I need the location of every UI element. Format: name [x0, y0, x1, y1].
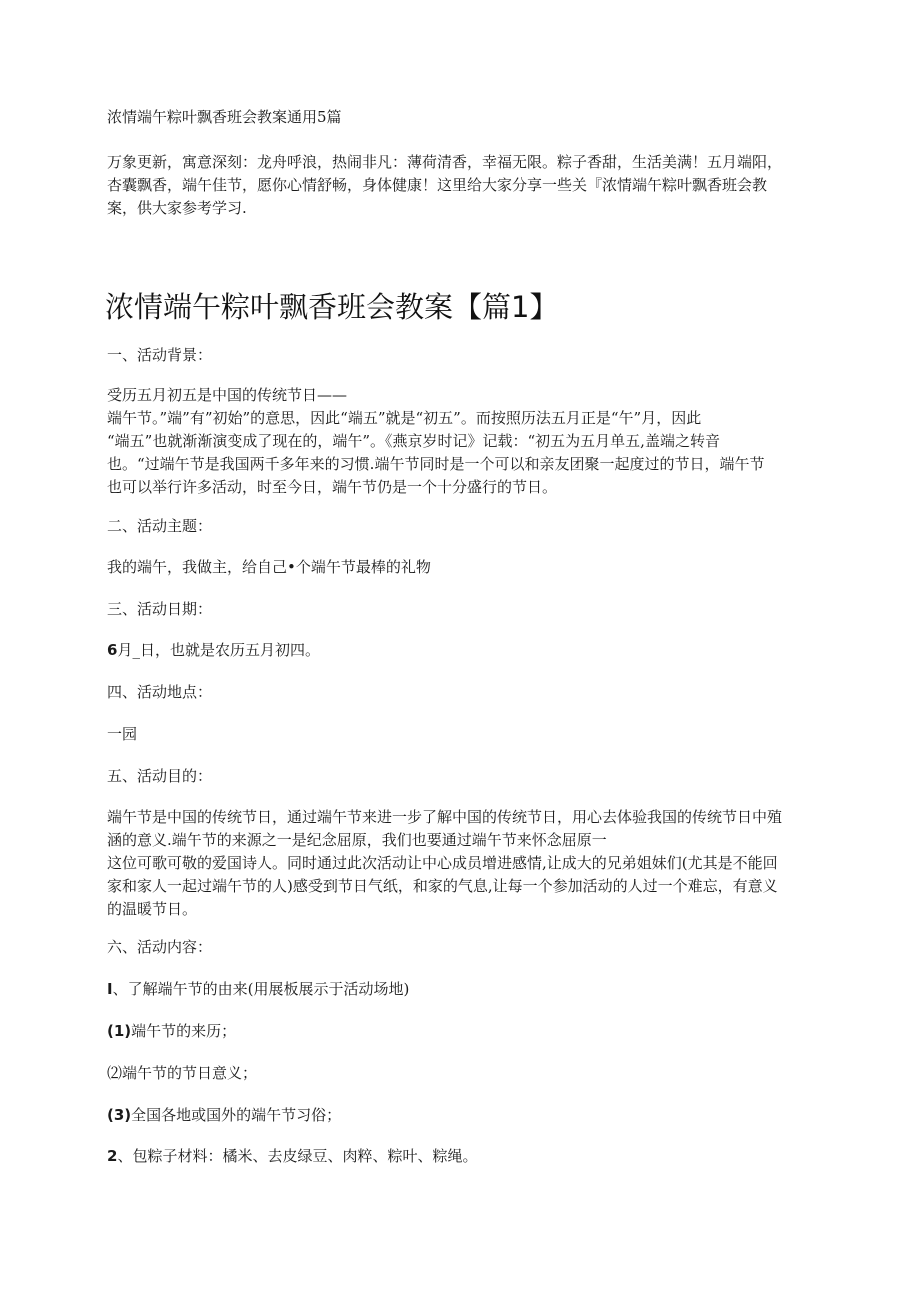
goal-line: 涵的意义.端午节的来源之一是纪念屈原，我们也要通过端午节来怀念屈原一 — [107, 831, 607, 849]
item-number: I — [107, 980, 113, 998]
content-item — [107, 1145, 477, 1168]
content-subitem: ⑵端午节的节日意义； — [107, 1064, 258, 1082]
date-heading: 三、活动日期： — [107, 600, 213, 618]
intro-line: 万象更新，寓意深刻：龙舟呼浪，热闹非凡：薄荷清香，幸福无限。粽子香甜，生活美满！五月端阳， — [107, 153, 783, 171]
background-line: “端五”也就渐渐演变成了现在的，端午”。《燕京岁时记》记载：“初五为五月单五,盖端之转音 — [107, 432, 720, 450]
subitem-text: 端午节的来历； — [131, 1022, 237, 1040]
goal-line: 端午节是中国的传统节日，通过端午节来进一步了解中国的传统节日，用心去体验我国的传统节日中殖 — [107, 808, 783, 826]
place-text: 一园 — [107, 725, 138, 743]
item-text: 、了解端午节的由来(用展板展示于活动场地) — [112, 980, 410, 998]
date-number: 6 — [107, 641, 118, 659]
background-line: 也可以举行许多活动，时至今日，端午节仍是一个十分盛行的节日。 — [107, 478, 558, 496]
item-text: 、包粽子材料：橘米、去皮绿豆、肉粹、粽叶、粽绳。 — [117, 1147, 478, 1165]
goal-line: 家和家人一起过端午节的人)感受到节日气纸，和家的气息,让每一个参加活动的人过一个难忘，有意义 — [107, 877, 778, 895]
goal-heading: 五、活动目的： — [107, 767, 213, 785]
subitem-number: (3) — [107, 1106, 132, 1124]
document-title: 浓情端午粽叶飘香班会教案通用5篇 — [107, 108, 342, 126]
background-line: 受历五月初五是中国的传统节日—— — [107, 386, 348, 404]
section-heading: 浓情端午粽叶飘香班会教案【篇1】 — [105, 290, 559, 324]
date-line — [107, 639, 320, 662]
intro-line: 案，供大家参考学习. — [107, 199, 247, 217]
goal-line: 这位可歌可敬的爱国诗人。同时通过此次活动让中心成员增进感情,让成大的兄弟姐妹们(尤其是不能回 — [107, 854, 778, 872]
content-subitem — [107, 1104, 341, 1127]
subitem-number: (1) — [107, 1022, 132, 1040]
goal-line: 的温暖节日。 — [107, 900, 198, 918]
theme-heading: 二、活动主题： — [107, 517, 213, 535]
background-heading: 一、活动背景： — [107, 346, 213, 364]
intro-line: 杏囊飘香，端午佳节，愿你心情舒畅，身体健康！这里给大家分享一些关『浓情端午粽叶飘香班会教 — [107, 176, 768, 194]
content-subitem — [107, 1020, 236, 1043]
theme-text: 我的端午，我做主，给自己•个端午节最棒的礼物 — [107, 558, 431, 576]
subitem-text: 全国各地或国外的端午节习俗； — [131, 1106, 342, 1124]
content-heading: 六、活动内容： — [107, 938, 213, 956]
background-line: 也。“过端午节是我国两千多年来的习惯.端午节同时是一个可以和亲友团聚一起度过的节日，端午节 — [107, 455, 765, 473]
background-line: 端午节。”端”有”初始”的意思，因此“端五”就是“初五”。而按照历法五月正是“午”月，因此 — [107, 409, 702, 427]
date-text: 月_日，也就是农历五月初四。 — [117, 641, 320, 659]
content-item — [107, 978, 409, 1001]
item-number: 2 — [107, 1147, 118, 1165]
place-heading: 四、活动地点： — [107, 683, 213, 701]
